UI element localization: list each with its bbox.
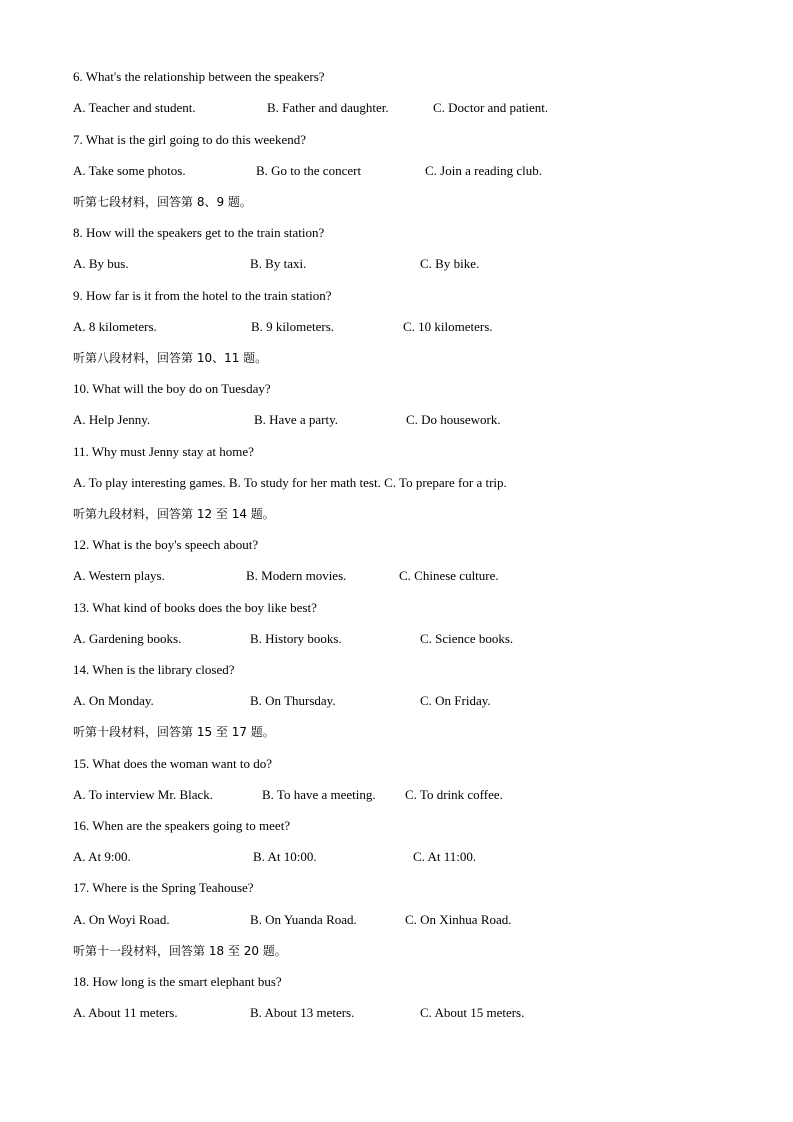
answer-option-a: A. Help Jenny.: [73, 412, 151, 427]
answer-option-c: C. At 11:00.: [413, 849, 477, 864]
answer-option-c: C. By bike.: [420, 256, 480, 271]
answer-option-a: A. By bus.: [73, 256, 129, 271]
answer-option-c: C. Do housework.: [406, 412, 501, 427]
question-text: 15. What does the woman want to do?: [73, 756, 273, 771]
answer-option-b: B. Father and daughter.: [267, 100, 389, 115]
question-text: 6. What's the relationship between the speakers?: [73, 69, 325, 84]
answer-option-a: A. To interview Mr. Black.: [73, 787, 214, 802]
section-instruction: 听第十段材料，回答第 15 至 17 题。: [73, 725, 275, 739]
answer-option-a: A. 8 kilometers.: [73, 319, 157, 334]
section-instruction: 听第九段材料，回答第 12 至 14 题。: [73, 507, 275, 521]
answer-option-a: A. About 11 meters.: [73, 1005, 178, 1020]
answer-option-c: C. About 15 meters.: [420, 1005, 525, 1020]
section-instruction: 听第七段材料，回答第 8、9 题。: [73, 195, 252, 209]
answer-option-b: B. On Yuanda Road.: [250, 912, 357, 927]
question-text: 10. What will the boy do on Tuesday?: [73, 381, 271, 396]
answer-option-b: B. Have a party.: [254, 412, 338, 427]
section-instruction: 听第八段材料，回答第 10、11 题。: [73, 351, 268, 365]
answer-options: A. To play interesting games. B. To study for her math test. C. To prepare for a trip.: [73, 475, 507, 490]
answer-option-c: C. Chinese culture.: [399, 568, 499, 583]
answer-option-c: C. On Friday.: [420, 693, 491, 708]
question-text: 14. When is the library closed?: [73, 662, 235, 677]
question-text: 13. What kind of books does the boy like best?: [73, 600, 317, 615]
answer-option-a: A. Gardening books.: [73, 631, 182, 646]
question-text: 18. How long is the smart elephant bus?: [73, 974, 282, 989]
answer-option-b: B. About 13 meters.: [250, 1005, 355, 1020]
answer-option-c: C. On Xinhua Road.: [405, 912, 512, 927]
answer-option-a: A. On Monday.: [73, 693, 154, 708]
answer-option-c: C. Join a reading club.: [425, 163, 542, 178]
answer-option-a: A. Teacher and student.: [73, 100, 196, 115]
question-text: 17. Where is the Spring Teahouse?: [73, 880, 254, 895]
question-text: 12. What is the boy's speech about?: [73, 537, 259, 552]
answer-option-a: A. At 9:00.: [73, 849, 131, 864]
question-text: 8. How will the speakers get to the train station?: [73, 225, 325, 240]
answer-option-b: B. On Thursday.: [250, 693, 336, 708]
answer-option-a: A. On Woyi Road.: [73, 912, 170, 927]
question-text: 16. When are the speakers going to meet?: [73, 818, 291, 833]
answer-option-b: B. At 10:00.: [253, 849, 317, 864]
answer-option-c: C. 10 kilometers.: [403, 319, 493, 334]
question-text: 7. What is the girl going to do this weekend?: [73, 132, 306, 147]
answer-option-c: C. Science books.: [420, 631, 514, 646]
answer-option-b: B. Go to the concert: [256, 163, 362, 178]
question-text: 11. Why must Jenny stay at home?: [73, 444, 254, 459]
answer-option-c: C. Doctor and patient.: [433, 100, 549, 115]
answer-option-b: B. By taxi.: [250, 256, 307, 271]
answer-option-b: B. To have a meeting.: [262, 787, 376, 802]
question-text: 9. How far is it from the hotel to the train station?: [73, 288, 332, 303]
answer-option-b: B. History books.: [250, 631, 342, 646]
answer-option-a: A. Take some photos.: [73, 163, 186, 178]
answer-option-b: B. Modern movies.: [246, 568, 347, 583]
answer-option-a: A. Western plays.: [73, 568, 165, 583]
answer-option-b: B. 9 kilometers.: [251, 319, 335, 334]
answer-option-c: C. To drink coffee.: [405, 787, 503, 802]
section-instruction: 听第十一段材料，回答第 18 至 20 题。: [73, 944, 287, 958]
